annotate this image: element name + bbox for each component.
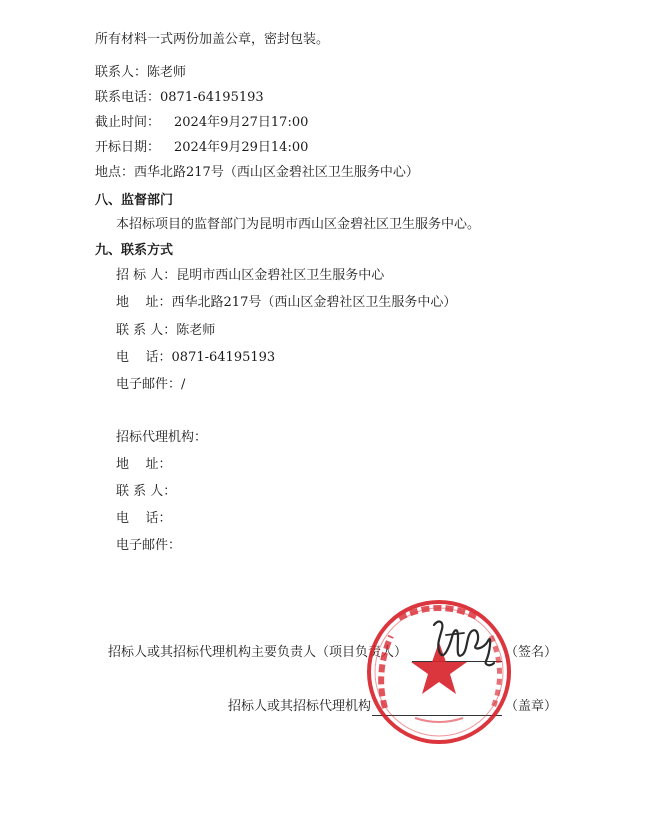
deadline-label: 截止时间： xyxy=(95,115,161,130)
materials-note: 所有材料一式两份加盖公章，密封包装。 xyxy=(95,32,330,47)
tenderer-contact-value: 陈老师 xyxy=(176,323,216,338)
leader-signature-suffix: （签名） xyxy=(505,645,558,660)
place-line xyxy=(95,164,419,182)
tenderer-address-label: 地 址： xyxy=(116,295,172,310)
deadline-line xyxy=(95,114,308,132)
tenderer-phone-line xyxy=(116,349,275,367)
tenderer-name-value: 昆明市西山区金碧社区卫生服务中心 xyxy=(176,268,385,283)
tenderer-phone-label: 电 话： xyxy=(116,350,172,365)
opening-label: 开标日期： xyxy=(95,140,161,155)
tenderer-name-line xyxy=(116,267,384,285)
tenderer-phone-value: 0871-64195193 xyxy=(171,350,276,365)
agency-address-label: 地 址： xyxy=(116,457,172,472)
contact-line xyxy=(95,64,186,82)
handwritten-signature xyxy=(428,615,498,671)
agency-contact-label: 联 系 人： xyxy=(116,484,177,499)
section8-heading: 八、监督部门 xyxy=(95,193,174,208)
tenderer-contact-label: 联 系 人： xyxy=(116,323,177,338)
phone-label: 联系电话： xyxy=(95,90,161,105)
phone-line xyxy=(95,89,264,107)
phone-value: 0871-64195193 xyxy=(160,90,264,105)
tenderer-contact-line xyxy=(116,322,215,340)
place-value: 西华北路217号（西山区金碧社区卫生服务中心） xyxy=(134,165,419,180)
contact-label: 联系人： xyxy=(95,65,148,80)
contact-value: 陈老师 xyxy=(147,65,187,80)
org-seal-label: 招标人或其招标代理机构 xyxy=(228,699,372,714)
deadline-value: 2024年9月27日17:00 xyxy=(174,115,309,130)
agency-phone-label: 电 话： xyxy=(116,511,172,526)
tenderer-email-line xyxy=(116,376,185,394)
opening-value: 2024年9月29日14:00 xyxy=(174,140,309,155)
tenderer-name-label: 招 标 人： xyxy=(116,268,177,283)
section9-heading: 九、联系方式 xyxy=(95,243,174,258)
tenderer-address-line xyxy=(116,294,456,312)
section8-text: 本招标项目的监督部门为昆明市西山区金碧社区卫生服务中心。 xyxy=(116,217,481,232)
tenderer-email-label: 电子邮件： xyxy=(116,377,182,392)
place-label: 地点： xyxy=(95,165,135,180)
tenderer-email-value: / xyxy=(181,377,186,392)
agency-title: 招标代理机构： xyxy=(116,430,208,445)
agency-email-label: 电子邮件： xyxy=(116,538,182,553)
opening-line xyxy=(95,139,308,157)
tenderer-address-value: 西华北路217号（西山区金碧社区卫生服务中心） xyxy=(171,295,457,310)
org-seal-suffix: （盖章） xyxy=(505,699,558,714)
leader-signature-label: 招标人或其招标代理机构主要负责人（项目负责人） xyxy=(108,645,408,660)
